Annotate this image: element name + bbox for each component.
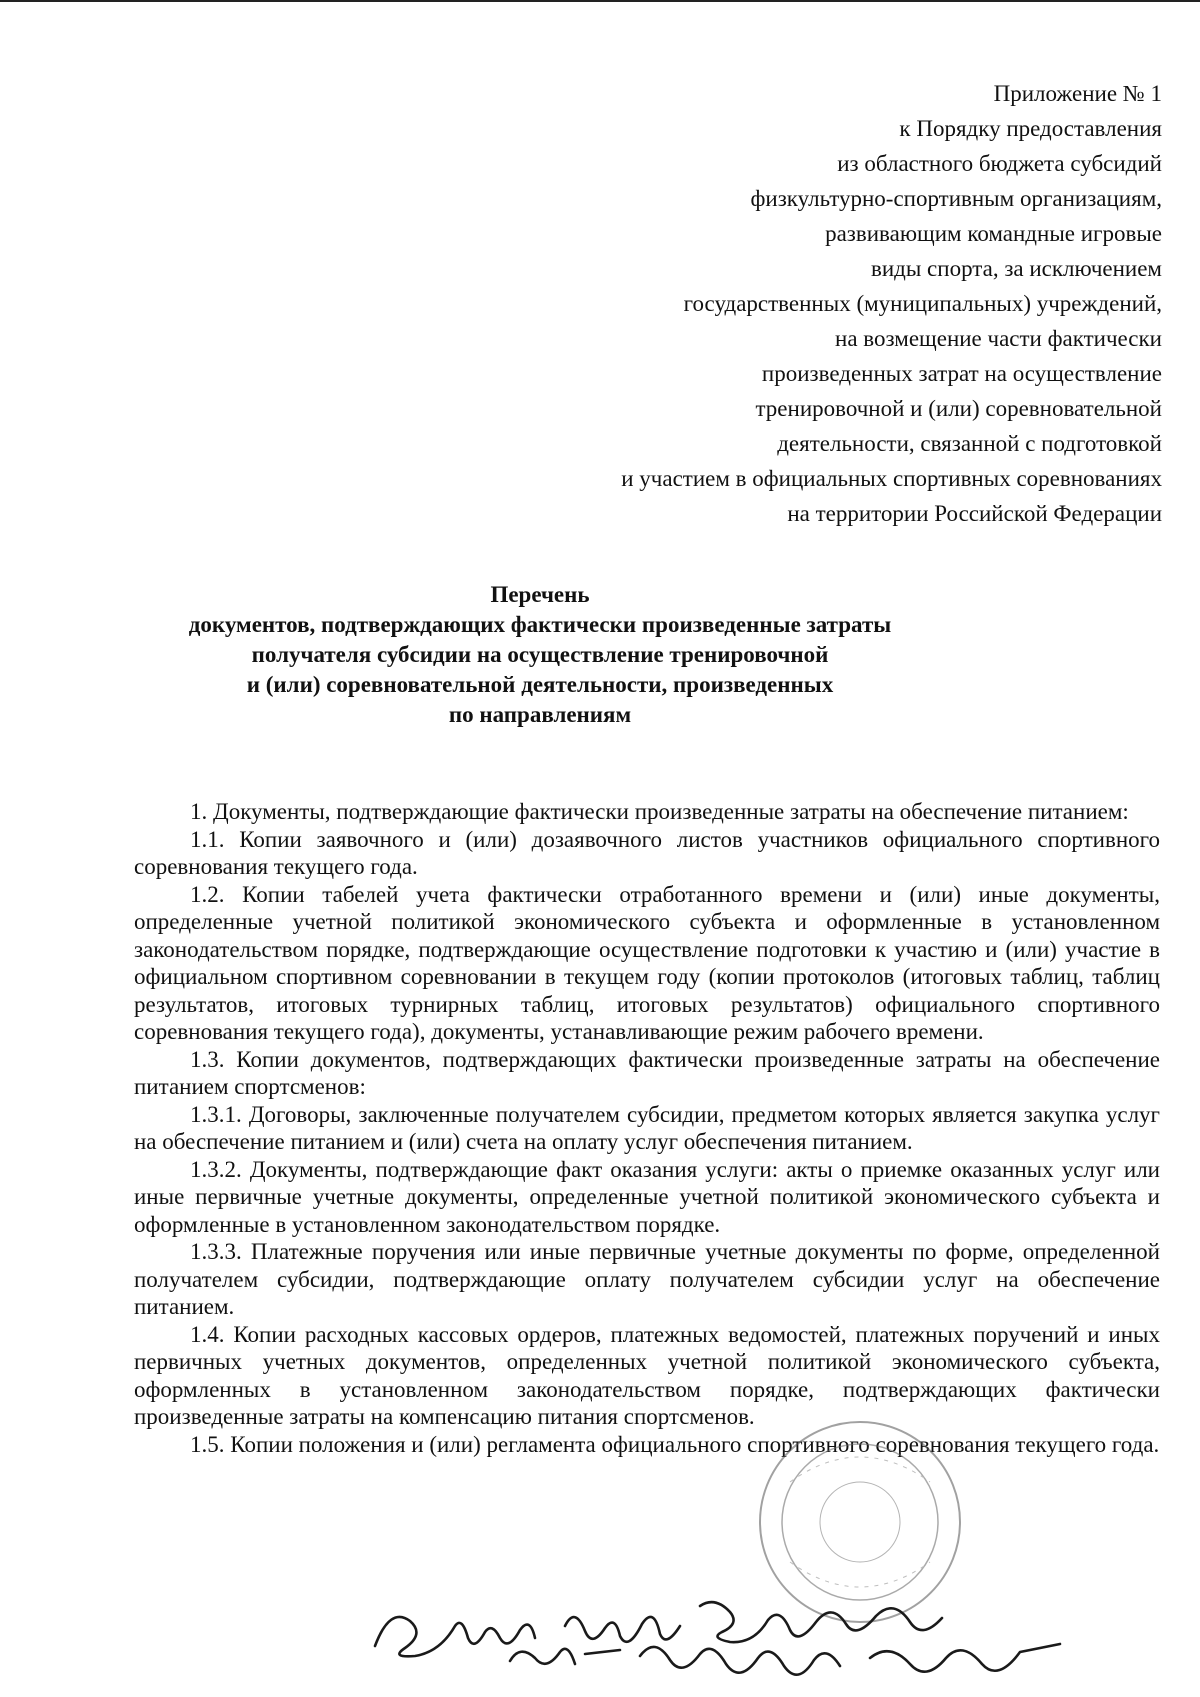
appendix-line: на территории Российской Федерации [787, 501, 1162, 526]
appendix-line: на возмещение части фактически [835, 326, 1162, 351]
appendix-line: и участием в официальных спортивных соревнованиях [621, 466, 1162, 491]
title-line: и (или) соревновательной деятельности, произведенных [246, 672, 834, 697]
paragraph-1-5: 1.5. Копии положения и (или) регламента официального спортивного соревнования текущего года. [190, 1431, 1160, 1457]
title-line: Перечень [490, 582, 590, 607]
paragraph-1-3: 1.3. Копии документов, подтверждающих фактически произведенные затраты на обеспечение питанием спортсменов: [134, 1046, 1160, 1099]
paragraph-1-3-2: 1.3.2. Документы, подтверждающие факт оказания услуги: акты о приемке оказанных услуг или иные первичные учетные документы, определенные учетной политикой экономического субъекта и оформленные в установленном законодательством порядке. [134, 1156, 1160, 1237]
appendix-line: к Порядку предоставления [899, 116, 1162, 141]
title-line: по направлениям [448, 702, 632, 727]
title-line: документов, подтверждающих фактически произведенные затраты [188, 612, 892, 637]
top-border-line [0, 0, 1200, 2]
document-title [140, 580, 940, 730]
paragraph-1-1: 1.1. Копии заявочного и (или) дозаявочного листов участников официального спортивного соревнования текущего года. [134, 826, 1160, 879]
appendix-line: деятельности, связанной с подготовкой [777, 431, 1162, 456]
appendix-line: тренировочной и (или) соревновательной [755, 396, 1162, 421]
paragraph-1-4: 1.4. Копии расходных кассовых ордеров, платежных ведомостей, платежных поручений и иных первичных учетных документов, определенных учетной политикой экономического субъекта, оформленных в установленном законодательством порядке, подтверждающих фактически произведенные затраты на компенсацию питания спортсменов. [134, 1321, 1160, 1429]
paragraph-1-3-1: 1.3.1. Договоры, заключенные получателем субсидии, предметом которых является закупка услуг на обеспечение питанием и (или) счета на оплату услуг обеспечения питанием. [134, 1101, 1160, 1154]
appendix-line: Приложение № 1 [993, 81, 1162, 106]
appendix-line: произведенных затрат на осуществление [761, 361, 1162, 386]
appendix-line: развивающим командные игровые [825, 221, 1162, 246]
paragraph-1-3-3: 1.3.3. Платежные поручения или иные первичные учетные документы по форме, определенной получателем субсидии, подтверждающие оплату получателем субсидии услуг на обеспечение питанием. [134, 1239, 1160, 1319]
appendix-line: физкультурно-спортивным организациям, [750, 186, 1162, 211]
appendix-line: виды спорта, за исключением [870, 256, 1162, 281]
appendix-line: из областного бюджета субсидий [837, 151, 1162, 176]
appendix-header [462, 76, 1162, 531]
appendix-line: государственных (муниципальных) учреждений, [683, 291, 1162, 316]
title-line: получателя субсидии на осуществление тренировочной [251, 642, 829, 667]
handwritten-certification [370, 1586, 1070, 1694]
document-body [134, 798, 1160, 1458]
paragraph-1-2: 1.2. Копии табелей учета фактически отработанного времени и (или) иные документы, определенные учетной политикой экономического субъекта и оформленные в установленном законодательством порядке, подтверждающие осуществление подготовки к участию и (или) участие в официальном спортивном соревновании в текущем году (копии протоколов (итоговых таблиц, таблиц результатов, итоговых турнирных таблиц, итоговых результатов) официального спортивного соревнования текущего года), документы, устанавливающие режим рабочего времени. [134, 881, 1160, 1044]
paragraph-1: 1. Документы, подтверждающие фактически произведенные затраты на обеспечение питанием: [190, 799, 1129, 824]
